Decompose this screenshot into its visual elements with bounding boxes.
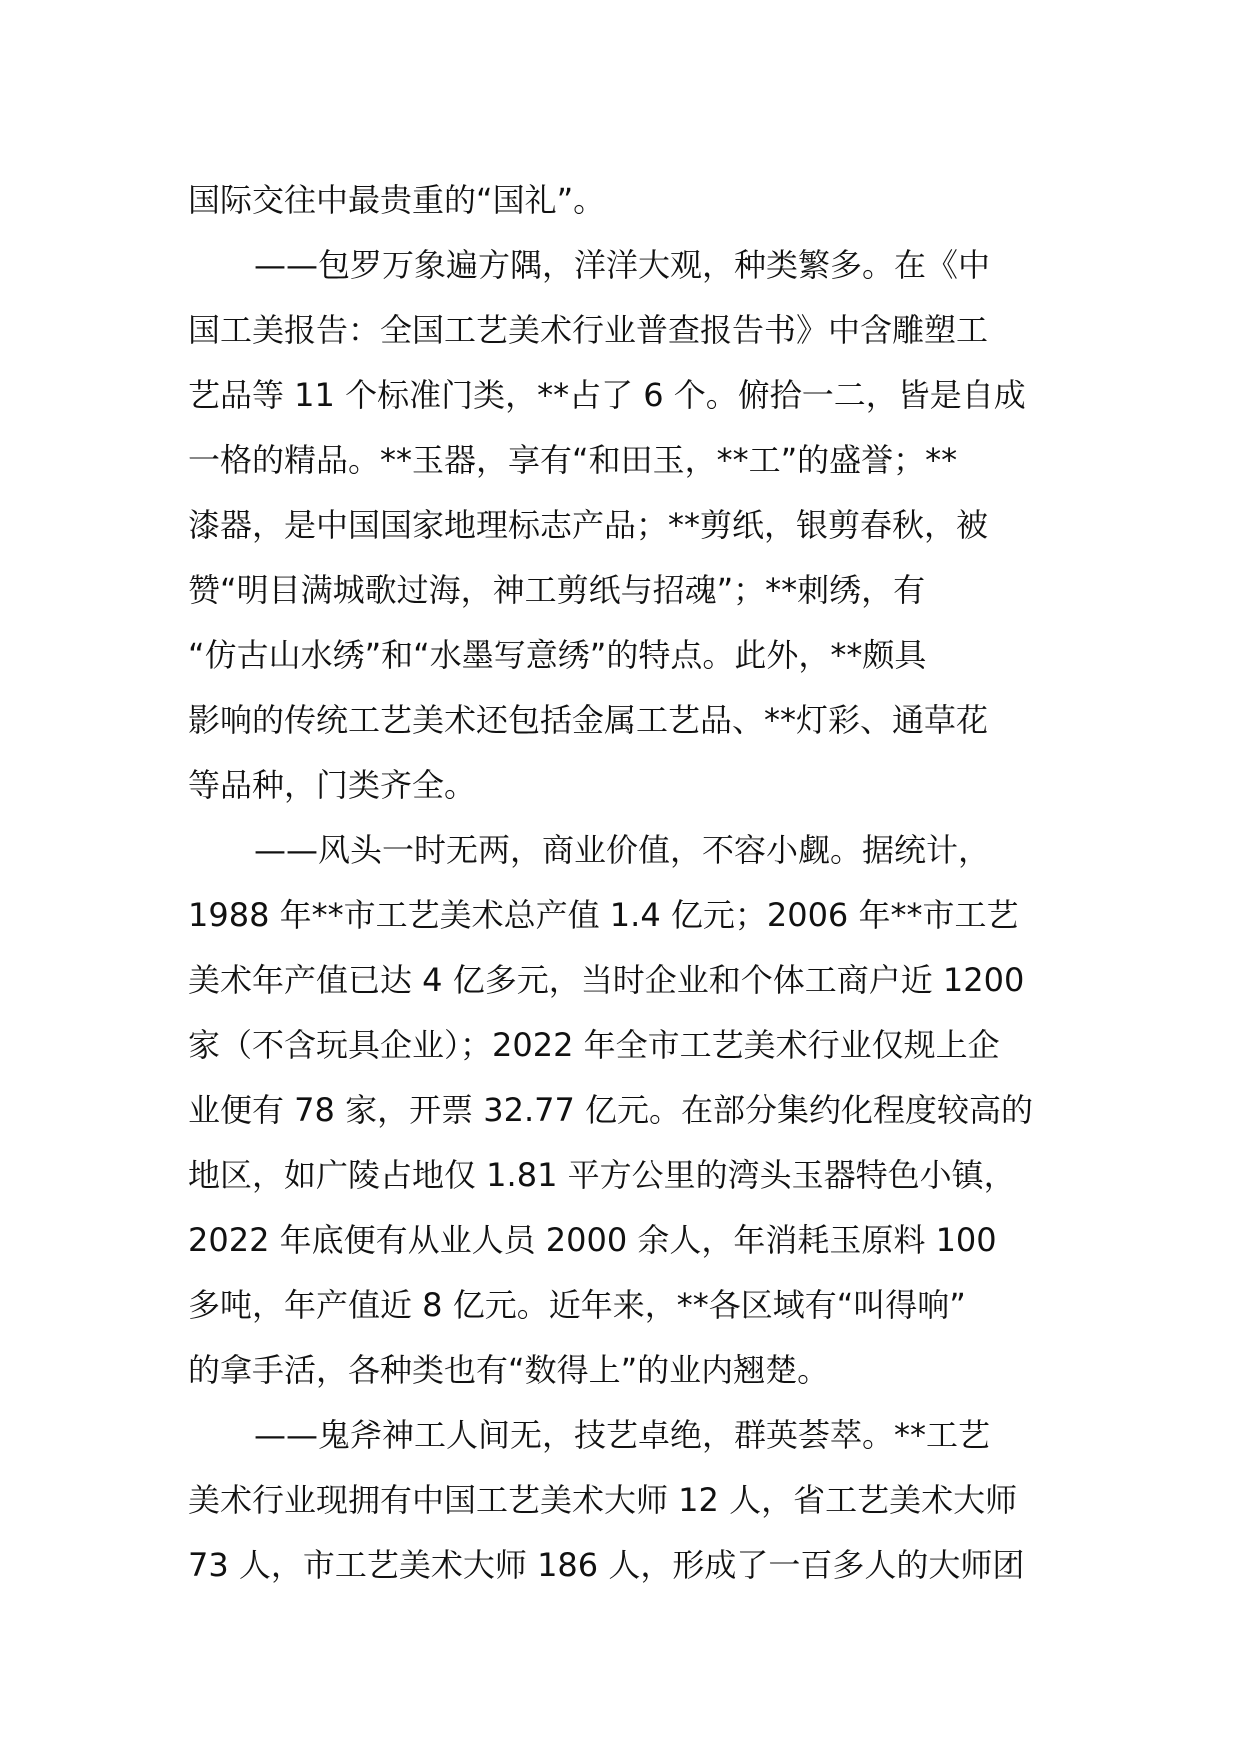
paragraph-start-line: ——鬼斧神工人间无，技艺卓绝，群英荟萃。**工艺 bbox=[254, 1416, 991, 1454]
text-line: 美术行业现拥有中国工艺美术大师 12 人，省工艺美术大师 bbox=[188, 1481, 1018, 1519]
text-line: 一格的精品。**玉器，享有“和田玉，**工”的盛誉；** bbox=[188, 441, 958, 479]
text-line: 漆器，是中国国家地理标志产品；**剪纸，银剪春秋，被 bbox=[188, 506, 989, 544]
text-line: 的拿手活，各种类也有“数得上”的业内翘楚。 bbox=[188, 1351, 830, 1389]
text-line: 美术年产值已达 4 亿多元，当时企业和个体工商户近 1200 bbox=[188, 961, 1025, 999]
text-line: 业便有 78 家，开票 32.77 亿元。在部分集约化程度较高的 bbox=[188, 1091, 1034, 1129]
paragraph-start-line: ——风头一时无两，商业价值，不容小觑。据统计， bbox=[254, 831, 991, 869]
text-line: 73 人，市工艺美术大师 186 人，形成了一百多人的大师团 bbox=[188, 1546, 1025, 1584]
text-line: 等品种，门类齐全。 bbox=[188, 766, 477, 804]
text-line: 国工美报告：全国工艺美术行业普查报告书》中含雕塑工 bbox=[188, 311, 989, 349]
text-line: 1988 年**市工艺美术总产值 1.4 亿元；2006 年**市工艺 bbox=[188, 896, 1019, 934]
text-line: 地区，如广陵占地仅 1.81 平方公里的湾头玉器特色小镇， bbox=[188, 1156, 1016, 1194]
text-line: 赞“明目满城歌过海，神工剪纸与招魂”；**刺绣，有 bbox=[188, 571, 926, 609]
text-line: “仿古山水绣”和“水墨写意绣”的特点。此外，**颇具 bbox=[188, 636, 927, 674]
text-line: 多吨，年产值近 8 亿元。近年来，**各区域有“叫得响” bbox=[188, 1286, 966, 1324]
paragraph-start-line: ——包罗万象遍方隅，洋洋大观，种类繁多。在《中 bbox=[254, 246, 991, 284]
text-line: 2022 年底便有从业人员 2000 余人，年消耗玉原料 100 bbox=[188, 1221, 997, 1259]
text-line: 影响的传统工艺美术还包括金属工艺品、**灯彩、通草花 bbox=[188, 701, 989, 739]
body-text bbox=[188, 168, 1068, 1598]
text-line: 艺品等 11 个标准门类，**占了 6 个。俯拾一二，皆是自成 bbox=[188, 376, 1026, 414]
text-line: 家（不含玩具企业）；2022 年全市工艺美术行业仅规上企 bbox=[188, 1026, 1000, 1064]
text-line: 国际交往中最贵重的“国礼”。 bbox=[188, 181, 606, 219]
